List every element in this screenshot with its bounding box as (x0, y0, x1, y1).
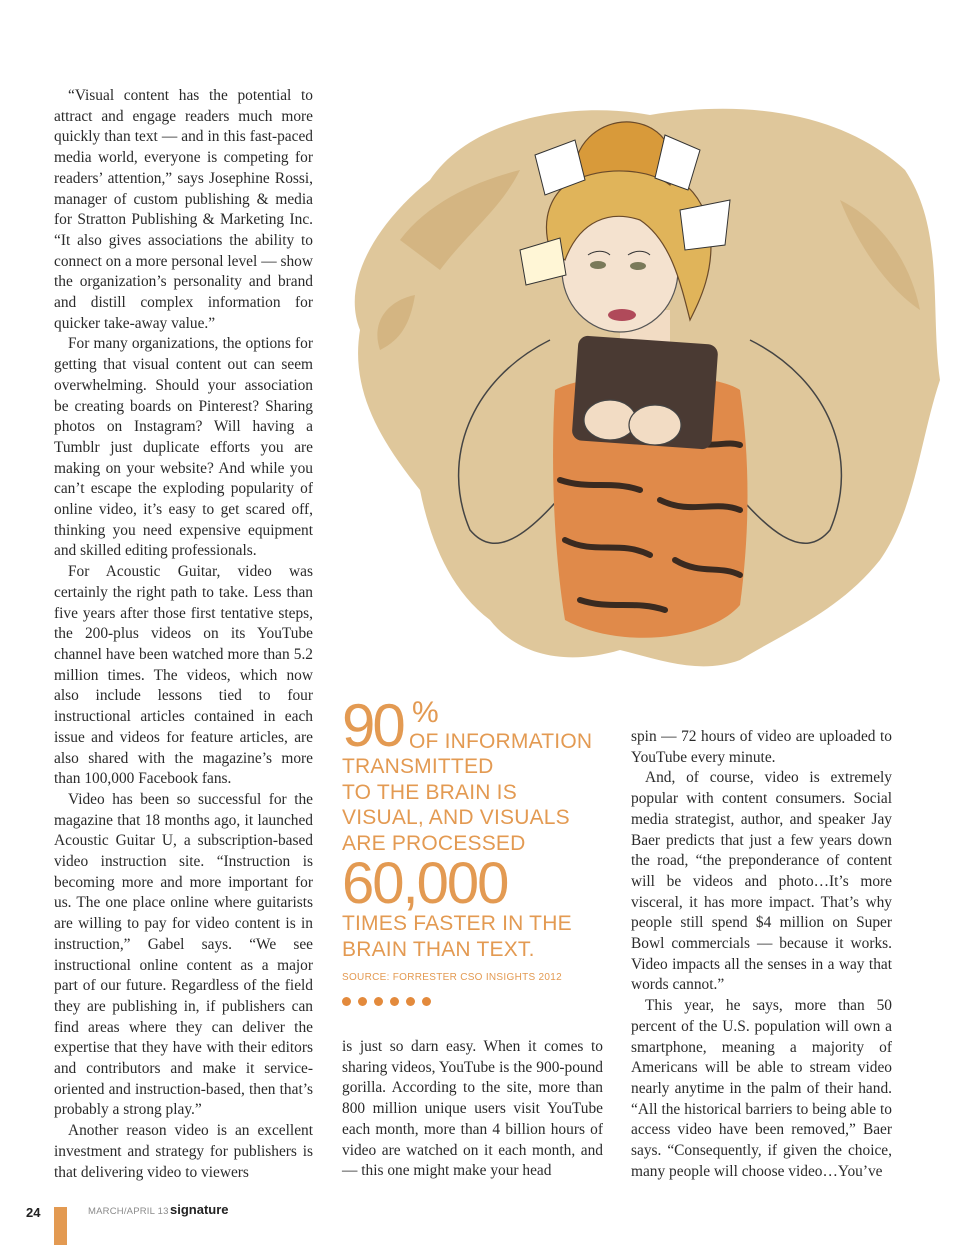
stat-text-line: OF INFORMATION (409, 730, 593, 753)
body-column-left (54, 86, 313, 1183)
paragraph: is just so darn easy. When it comes to sharing videos, YouTube is the 900-pound gorilla. According to the site, more than 800 million unique users visit YouTube each month, more than 4 billion hours of video are watched on it each month, and — this one might make your head (342, 1038, 603, 1180)
paragraph: spin — 72 hours of video are uploaded to YouTube every minute. (631, 728, 892, 766)
magazine-brand: signature (170, 1202, 229, 1217)
footer-accent-bar (54, 1207, 67, 1245)
decorative-dot (358, 997, 367, 1006)
decorative-dot (342, 997, 351, 1006)
paragraph: Video has been so successful for the magazine that 18 months ago, it launched Acoustic Guitar U, a subscription-based video instruction site. “Instruction is becoming more and more important for us. The one place online where guitarists are willing to pay for video content is in instruction,” Gabel says. “We see instructional online content as a major part of our future. Regardless of the field they are publishing in, if publishers can find areas where they can deliver the expertise that they have with their editors and contributors and make it service-oriented and instruction-based, then that’s probably a strong play.” (54, 790, 313, 1119)
page-number: 24 (26, 1205, 41, 1220)
issue-date: MARCH/APRIL 13 (88, 1206, 169, 1217)
paragraph: For many organizations, the options for getting that visual content out can seem overwhelming. Should your association be creating boards on Pinterest? Sharing photos on Instagram? Will having a Tumblr just duplicate efforts you are making on your website? And while you can’t escape the exploding popularity of online video, it’s easy to get scared off, thinking you need expensive equipment and skilled editing professionals. (54, 335, 313, 560)
paragraph: And, of course, video is extremely popular with content consumers. Social media strategist, author, and speaker Jay Baer predicts that just a few years down the road, “the preponderance of content will be videos and photo…It’s more visceral, it has more impact. That’s why people still spend $4 million on Super Bowl commercials — because it works. Video impacts all the senses in a way that words cannot.” (631, 769, 892, 994)
decorative-dots (342, 997, 612, 1006)
stat-text-line: ARE PROCESSED (342, 831, 526, 855)
percent-sign: % (412, 696, 439, 729)
paragraph: This year, he says, more than 50 percent of the U.S. population will own a smartphone, meaning a majority of Americans will be able to stream video nearly anytime in the palm of their hand. “All the historical barriers to being able to access video have been removed,” Baer says. “Consequently, if given the choice, many people will choose video…You’ve (631, 997, 892, 1180)
decorative-dot (390, 997, 399, 1006)
stat-text-block-2 (342, 911, 612, 962)
paragraph: “Visual content has the potential to attract and engage readers much more quickly than text — and in this fast-paced media world, everyone is competing for readers’ attention,” says Josephine Rossi, manager of custom publishing & media for Stratton Publishing & Marketing Inc. “It also gives associations the ability to connect on a more personal level — show the organization’s personality and brand and distill complex information for quicker take-away value.” (54, 87, 313, 332)
lips (608, 309, 636, 321)
stat-text-line: VISUAL, AND VISUALS (342, 806, 570, 829)
decorative-dot (422, 997, 431, 1006)
paragraph: For Acoustic Guitar, video was certainly the right path to take. Less than five years after those first tentative steps, the 200-plus videos on its YouTube channel have been watched more than 5.2 million times. The videos, which now also include lessons tied to four instructional articles contained in each issue and videos for feature articles, are also shared with the magazine’s more than 100,000 Facebook fans. (54, 563, 313, 788)
stat-text-line: TO THE BRAIN IS (342, 780, 517, 804)
stat-number-90: 90 (342, 692, 403, 759)
body-column-middle (342, 1037, 603, 1182)
stat-text-line: TRANSMITTED (342, 755, 494, 778)
stat-source: SOURCE: FORRESTER CSO INSIGHTS 2012 (342, 972, 562, 983)
statistic-callout (342, 692, 612, 1006)
decorative-dot (374, 997, 383, 1006)
stat-number-60000: 60,000 (342, 851, 508, 916)
decorative-dot (406, 997, 415, 1006)
stat-headline-row (342, 692, 612, 759)
woman-holding-tablet-illustration (320, 60, 950, 680)
body-column-right (631, 727, 892, 1182)
stat-text-line: TIMES FASTER IN THE (342, 912, 572, 935)
paragraph: Another reason video is an excellent investment and strategy for publishers is that delivering video to viewers (54, 1122, 313, 1181)
stat-text-line: BRAIN THAN TEXT. (342, 937, 535, 961)
stat-text-block (342, 754, 612, 856)
